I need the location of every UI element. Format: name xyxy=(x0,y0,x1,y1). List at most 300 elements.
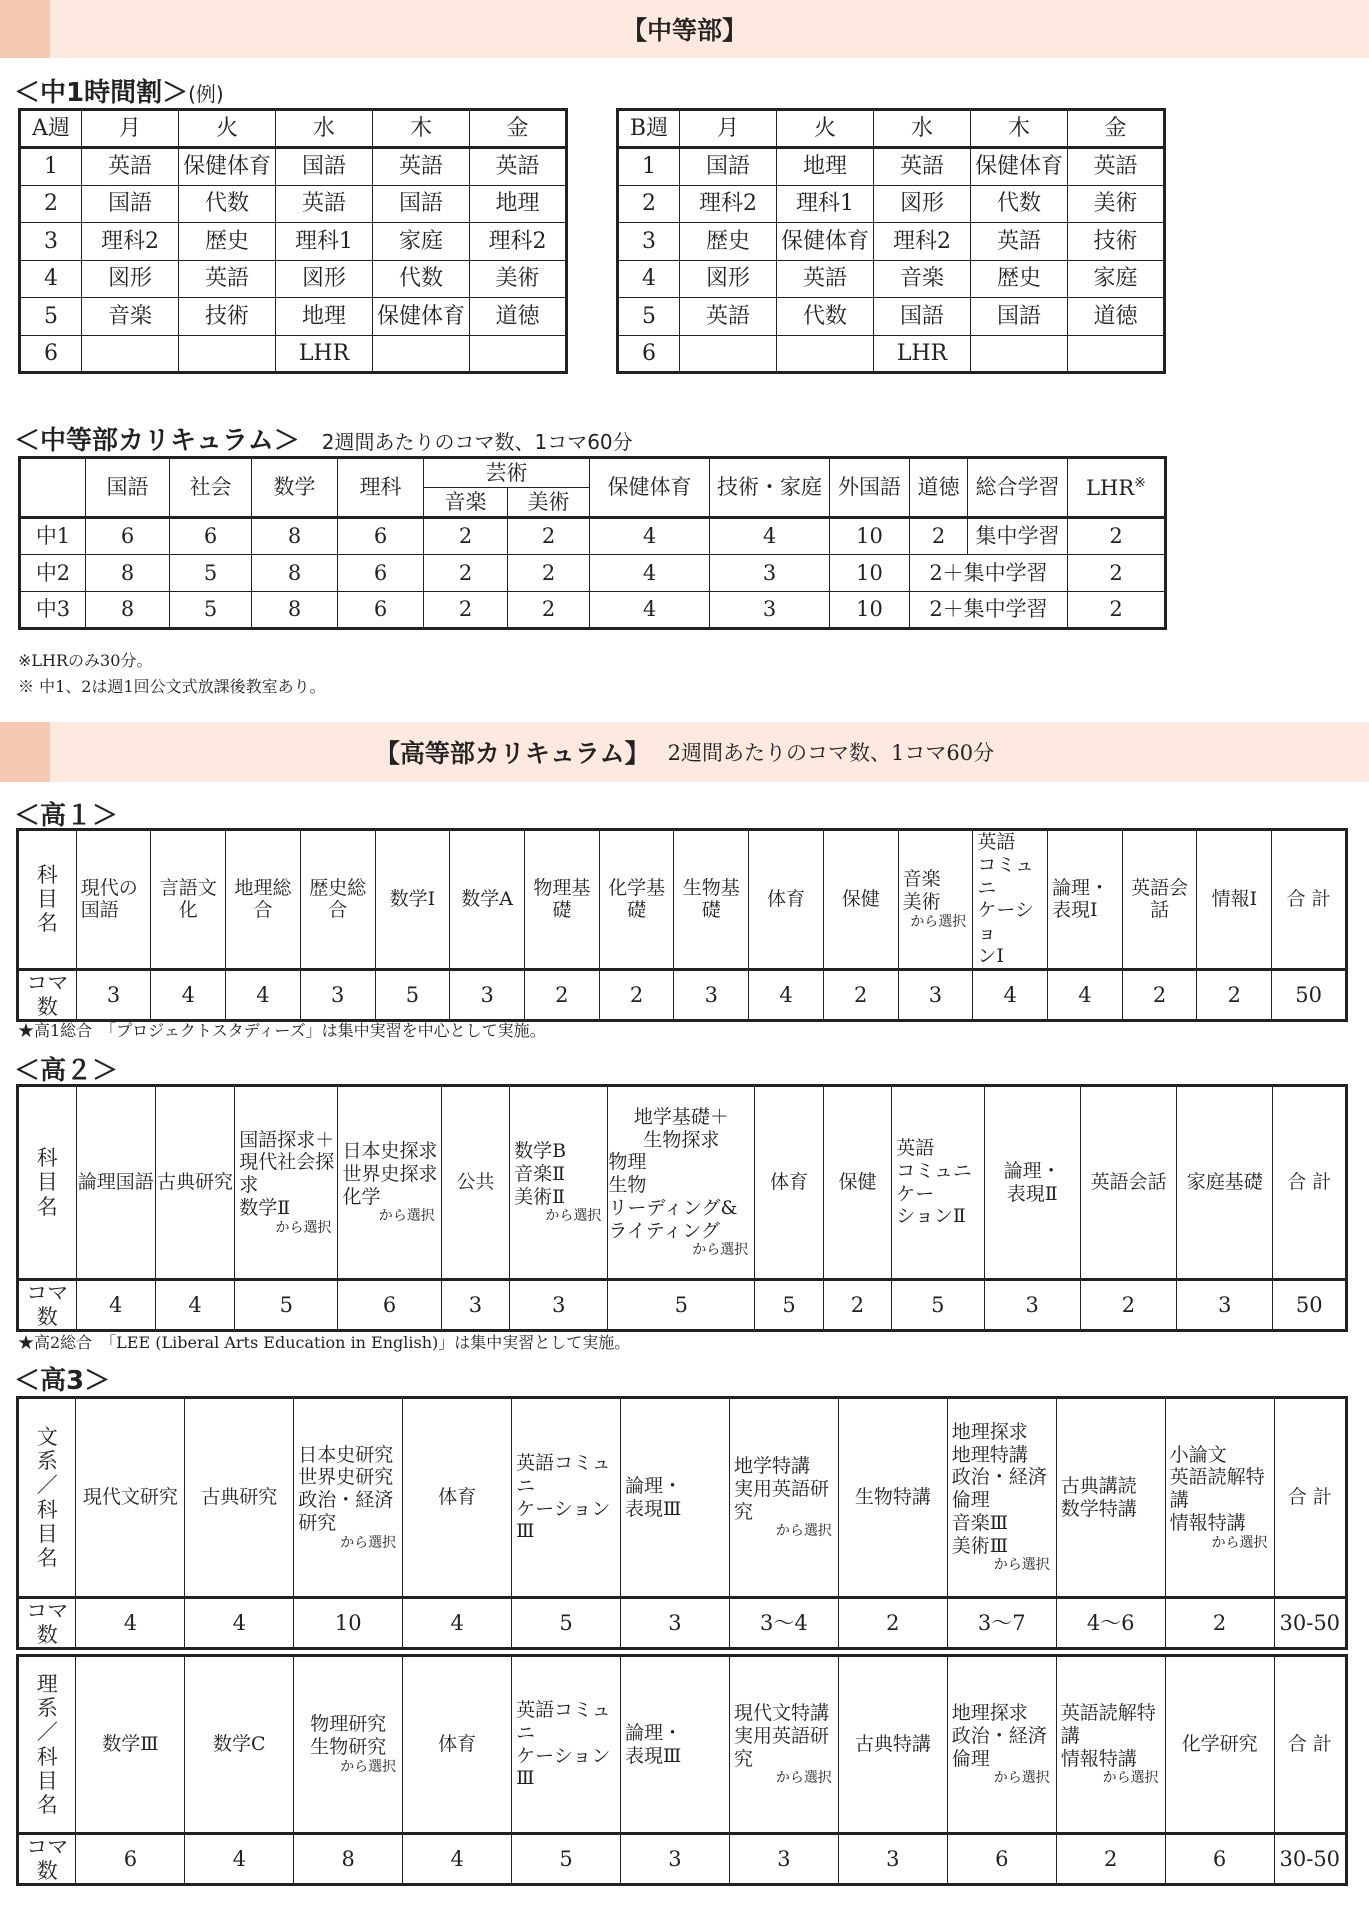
table-cell: 代数 xyxy=(777,298,874,336)
subject-text: 情報Ⅰ xyxy=(1211,887,1258,910)
subject-name xyxy=(1122,830,1197,970)
count-value: 3 xyxy=(984,1280,1080,1331)
corner-cell xyxy=(20,458,86,518)
table-cell: 理科1 xyxy=(276,223,373,261)
table-row xyxy=(20,298,567,336)
subject-name xyxy=(151,830,226,970)
subject-text: 数学Ⅰ xyxy=(389,887,436,910)
subject-name xyxy=(510,1086,608,1280)
count-value: 2 xyxy=(1056,1834,1165,1885)
column-header: 月 xyxy=(680,110,777,148)
column-header: 水 xyxy=(276,110,373,148)
count-value: 5 xyxy=(235,1280,338,1331)
subject-name xyxy=(1048,830,1123,970)
choice-note: から選択 xyxy=(340,1758,397,1775)
subject-name xyxy=(755,1086,823,1280)
high-school-title: 【高等部カリキュラム】 xyxy=(374,739,650,768)
header-gijutsu-katei: 技術・家庭 xyxy=(710,458,830,518)
subject-name xyxy=(512,1398,621,1598)
count-value: 4 xyxy=(155,1280,234,1331)
table-cell: 国語 xyxy=(874,298,971,336)
subject-name xyxy=(403,1398,512,1598)
table-cell: 保健体育 xyxy=(777,223,874,261)
a-week-timetable xyxy=(18,108,568,374)
choice-note: から選択 xyxy=(910,913,967,930)
table-cell: 英語 xyxy=(179,260,276,298)
table-cell: 歴史 xyxy=(971,260,1068,298)
subject-text: 英語コミュニ ケーションⅢ xyxy=(516,1698,611,1790)
count-value: 3 xyxy=(621,1834,730,1885)
choice-note: から選択 xyxy=(775,1770,832,1787)
subject-text: 体育 xyxy=(438,1733,477,1756)
subject-name xyxy=(76,1398,185,1598)
subject-name xyxy=(838,1398,947,1598)
h2-note: ★高2総合 「LEE (Liberal Arts Education in English)」は集中実習として実施。 xyxy=(18,1333,631,1352)
table-cell: 代数 xyxy=(971,185,1068,223)
table-row: 中1 6 6 8 6 2 2 4 4 10 2 集中学習 2 xyxy=(20,518,1166,555)
count-value: 6 xyxy=(947,1834,1056,1885)
count-value: 5 xyxy=(755,1280,823,1331)
subject-text: 古典講読 数学特講 xyxy=(1060,1474,1137,1520)
table-cell: 理科2 xyxy=(680,185,777,223)
table-header-row xyxy=(20,110,567,148)
subject-name xyxy=(1274,1656,1346,1834)
count-value: 30-50 xyxy=(1274,1598,1346,1649)
middle-school-banner xyxy=(0,0,1369,58)
choice-note: から選択 xyxy=(1211,1534,1268,1551)
table-cell: 美術 xyxy=(470,260,567,298)
table-cell: 地理 xyxy=(276,298,373,336)
header-kokugo: 国語 xyxy=(86,458,170,518)
subject-text: 物理基礎 xyxy=(533,876,591,922)
table-row xyxy=(20,260,567,298)
subject-text: 合 計 xyxy=(1286,887,1331,910)
header-dotoku: 道徳 xyxy=(910,458,968,518)
subject-name xyxy=(155,1086,234,1280)
subject-name xyxy=(1165,1656,1274,1834)
subject-text: 化学研究 xyxy=(1181,1733,1258,1756)
table-cell: 英語 xyxy=(470,148,567,186)
subject-name xyxy=(525,830,600,970)
table-cell xyxy=(777,335,874,373)
table-cell: 技術 xyxy=(1068,223,1165,261)
count-value: 8 xyxy=(294,1834,403,1885)
choice-note: から選択 xyxy=(378,1208,435,1225)
table-cell: 保健体育 xyxy=(373,298,470,336)
count-value: 2 xyxy=(838,1598,947,1649)
subject-text: 論理・ 表現Ⅲ xyxy=(625,1474,683,1520)
subject-text: 地理探求 地理特講 政治・経済 倫理 音楽Ⅲ 美術Ⅲ xyxy=(951,1420,1047,1557)
table-cell: 家庭 xyxy=(1068,260,1165,298)
subject-row xyxy=(18,830,1347,970)
count-value: 3 xyxy=(838,1834,947,1885)
header-rika: 理科 xyxy=(338,458,424,518)
subject-name xyxy=(185,1398,294,1598)
column-header: A週 xyxy=(20,110,82,148)
column-header: 木 xyxy=(373,110,470,148)
subject-text: 言語文化 xyxy=(159,876,217,922)
subject-text: 論理国語 xyxy=(77,1171,154,1194)
subject-text: 生物特講 xyxy=(854,1486,931,1509)
subject-name xyxy=(1274,1398,1346,1598)
h1-note: ★高1総合 「プロジェクトスタディーズ」は集中実習を中心として実施。 xyxy=(18,1021,546,1040)
count-value: 4 xyxy=(973,969,1048,1020)
middle-school-title: 【中等部】 xyxy=(621,16,747,45)
subject-text: 論理・ 表現Ⅰ xyxy=(1052,876,1110,922)
subject-text: 英語コミュニ ケーションⅢ xyxy=(516,1451,611,1543)
subject-text: 合 計 xyxy=(1287,1486,1332,1509)
count-value: 3 xyxy=(1177,1280,1273,1331)
header-geijutsu: 芸術 xyxy=(424,458,590,488)
subject-text: 小論文 英語読解特講 情報特講 xyxy=(1169,1443,1265,1534)
count-value: 5 xyxy=(608,1280,755,1331)
table-cell xyxy=(680,335,777,373)
count-row xyxy=(18,1834,1347,1885)
count-value: 3 xyxy=(76,969,151,1020)
subject-text: 体育 xyxy=(438,1486,477,1509)
subject-text: 地理総合 xyxy=(234,876,292,922)
subject-name xyxy=(599,830,674,970)
count-row xyxy=(18,1598,1347,1649)
subject-text: 現代文研究 xyxy=(82,1486,178,1509)
subject-name xyxy=(226,830,301,970)
h1-curriculum-table xyxy=(16,828,1348,1022)
count-value: 2 xyxy=(599,969,674,1020)
subject-name xyxy=(76,830,151,970)
header-sugaku: 数学 xyxy=(252,458,338,518)
table-cell: 国語 xyxy=(276,148,373,186)
table-row: 中2 8 5 8 6 2 2 4 3 10 2＋集中学習 2 xyxy=(20,555,1166,592)
count-row xyxy=(18,969,1347,1020)
header-bijutsu: 美術 xyxy=(508,488,590,518)
subject-text: 物理研究 生物研究 xyxy=(310,1713,387,1759)
row-label: 理 系 ／ 科 目 名 xyxy=(18,1656,76,1834)
table-cell: 図形 xyxy=(874,185,971,223)
subject-name xyxy=(729,1398,838,1598)
subject-text: 数学A xyxy=(461,887,513,910)
count-value: 2 xyxy=(823,1280,891,1331)
table-row xyxy=(20,148,567,186)
subject-row xyxy=(18,1656,1347,1834)
subject-text: 化学基礎 xyxy=(608,876,666,922)
subject-text: 地理探求 政治・経済 倫理 xyxy=(951,1701,1047,1770)
count-label: コマ数 xyxy=(18,1280,77,1331)
table-cell xyxy=(971,335,1068,373)
table-cell xyxy=(179,335,276,373)
subject-name xyxy=(235,1086,338,1280)
table-cell: 保健体育 xyxy=(179,148,276,186)
choice-note: から選択 xyxy=(692,1242,749,1259)
subject-name xyxy=(1273,1086,1347,1280)
subject-name xyxy=(512,1656,621,1834)
header-hoken-taiiku: 保健体育 xyxy=(590,458,710,518)
table-cell: LHR xyxy=(276,335,373,373)
table-row xyxy=(618,335,1165,373)
subject-text: 生物基礎 xyxy=(682,876,740,922)
subject-name xyxy=(621,1398,730,1598)
high-school-subtitle: 2週間あたりのコマ数、1コマ60分 xyxy=(667,741,995,765)
subject-text: 古典研究 xyxy=(157,1171,234,1194)
subject-row xyxy=(18,1398,1347,1598)
subject-name xyxy=(338,1086,441,1280)
count-value: 3〜7 xyxy=(947,1598,1056,1649)
period-number: 2 xyxy=(618,185,680,223)
choice-note: から選択 xyxy=(275,1219,332,1236)
h3-rikei-table xyxy=(16,1654,1348,1886)
table-row xyxy=(618,185,1165,223)
table-cell: LHR xyxy=(874,335,971,373)
table-row xyxy=(618,223,1165,261)
count-value: 5 xyxy=(512,1598,621,1649)
table-cell: 美術 xyxy=(1068,185,1165,223)
subject-text: 日本史研究 世界史研究 政治・経済 研究 xyxy=(298,1443,394,1534)
subject-name xyxy=(375,830,450,970)
period-number: 5 xyxy=(618,298,680,336)
table-cell: 歴史 xyxy=(680,223,777,261)
table-cell: 英語 xyxy=(680,298,777,336)
count-value: 3 xyxy=(898,969,973,1020)
choice-note: から選択 xyxy=(775,1523,832,1540)
table-cell: 理科2 xyxy=(470,223,567,261)
count-value: 3 xyxy=(674,969,749,1020)
choice-note: から選択 xyxy=(993,1557,1050,1574)
table-header-row xyxy=(618,110,1165,148)
count-value: 4 xyxy=(403,1598,512,1649)
choice-note: から選択 xyxy=(340,1534,397,1551)
table-cell: 英語 xyxy=(276,185,373,223)
count-value: 2 xyxy=(1080,1280,1176,1331)
period-number: 1 xyxy=(20,148,82,186)
table-cell: 国語 xyxy=(971,298,1068,336)
count-value: 4 xyxy=(403,1834,512,1885)
subject-text: 地学特講 実用英語研究 xyxy=(733,1454,829,1523)
h3-bunkei-table xyxy=(16,1396,1348,1650)
header-ongaku: 音楽 xyxy=(424,488,508,518)
subject-text: 数学C xyxy=(213,1733,266,1756)
count-value: 2 xyxy=(1122,969,1197,1020)
choice-note: から選択 xyxy=(1102,1770,1159,1787)
column-header: 金 xyxy=(470,110,567,148)
table-cell: 音楽 xyxy=(82,298,179,336)
subject-text: 英語 コミュニケー ションⅡ xyxy=(896,1136,972,1228)
count-value: 3 xyxy=(510,1280,608,1331)
subject-name xyxy=(838,1656,947,1834)
subject-name xyxy=(674,830,749,970)
subject-group: 地学基礎＋ 生物探求 xyxy=(633,1105,729,1151)
count-value: 3 xyxy=(729,1834,838,1885)
subject-name xyxy=(621,1656,730,1834)
h2-curriculum-table xyxy=(16,1084,1348,1332)
count-value: 6 xyxy=(338,1280,441,1331)
subject-name xyxy=(294,1398,403,1598)
choice-note: から選択 xyxy=(545,1208,602,1225)
subject-name xyxy=(947,1398,1056,1598)
table-cell: 地理 xyxy=(470,185,567,223)
header-lhr: LHR※ xyxy=(1068,458,1166,518)
table-cell: 技術 xyxy=(179,298,276,336)
subject-text: 保健 xyxy=(841,887,880,910)
count-value: 5 xyxy=(512,1834,621,1885)
table-cell: 代数 xyxy=(179,185,276,223)
count-value: 2 xyxy=(823,969,898,1020)
subject-name xyxy=(1165,1398,1274,1598)
period-number: 5 xyxy=(20,298,82,336)
table-cell: 国語 xyxy=(680,148,777,186)
subject-name xyxy=(76,1086,155,1280)
table-cell: 図形 xyxy=(276,260,373,298)
h3-heading: ＜高3＞ xyxy=(14,1366,111,1396)
count-value: 2 xyxy=(525,969,600,1020)
count-value: 50 xyxy=(1273,1280,1347,1331)
subject-text: 現代文特講 実用英語研究 xyxy=(733,1701,829,1770)
count-label: コマ数 xyxy=(18,1598,76,1649)
table-row xyxy=(20,223,567,261)
table-cell: 道徳 xyxy=(1068,298,1165,336)
middle-curriculum-subtitle: 2週間あたりのコマ数、1コマ60分 xyxy=(321,430,633,454)
header-gaikokugo: 外国語 xyxy=(830,458,910,518)
subject-name xyxy=(823,830,898,970)
middle-curriculum-table xyxy=(18,456,1167,630)
column-header: 金 xyxy=(1068,110,1165,148)
table-cell: 道徳 xyxy=(470,298,567,336)
table-cell: 英語 xyxy=(777,260,874,298)
column-header: 火 xyxy=(179,110,276,148)
count-value: 5 xyxy=(892,1280,984,1331)
count-value: 4 xyxy=(185,1834,294,1885)
timetable-heading: ＜中1時間割＞(例) xyxy=(14,78,224,108)
subject-name xyxy=(76,1656,185,1834)
header-sogo-gakushu: 総合学習 xyxy=(968,458,1068,518)
header-shakai: 社会 xyxy=(170,458,252,518)
subject-name xyxy=(729,1656,838,1834)
table-cell: 英語 xyxy=(82,148,179,186)
table-row xyxy=(20,185,567,223)
subject-text: 数学B 音楽Ⅱ 美術Ⅱ xyxy=(514,1139,567,1208)
table-cell: 理科2 xyxy=(874,223,971,261)
count-label: コマ数 xyxy=(18,1834,76,1885)
table-cell: 保健体育 xyxy=(971,148,1068,186)
count-value: 6 xyxy=(76,1834,185,1885)
subject-name xyxy=(450,830,525,970)
period-number: 6 xyxy=(20,335,82,373)
count-value: 4 xyxy=(76,1280,155,1331)
subject-text: 体育 xyxy=(767,887,806,910)
subject-text: 体育 xyxy=(770,1171,809,1194)
subject-name xyxy=(608,1086,755,1280)
column-header: 月 xyxy=(82,110,179,148)
subject-text: 論理・ 表現Ⅲ xyxy=(625,1721,683,1767)
count-value: 4〜6 xyxy=(1056,1598,1165,1649)
subject-text: 数学Ⅲ xyxy=(102,1733,159,1756)
subject-name xyxy=(947,1656,1056,1834)
period-number: 4 xyxy=(618,260,680,298)
subject-text: 英語 コミュニ ケーショ ンⅠ xyxy=(977,831,1034,967)
middle-note-1: ※LHRのみ30分。 xyxy=(18,651,153,670)
table-cell xyxy=(82,335,179,373)
subject-text: 家庭基礎 xyxy=(1186,1171,1263,1194)
lhr-note-mark: ※ xyxy=(1134,474,1146,491)
h2-heading: ＜高２＞ xyxy=(14,1056,119,1086)
timetable-example-note: (例) xyxy=(188,82,224,106)
subject-text: 合 計 xyxy=(1287,1733,1332,1756)
choice-note: から選択 xyxy=(993,1770,1050,1787)
high-school-banner xyxy=(0,722,1369,782)
count-row xyxy=(18,1280,1347,1331)
table-cell: 国語 xyxy=(373,185,470,223)
table-cell: 理科2 xyxy=(82,223,179,261)
subject-name xyxy=(1272,830,1347,970)
subject-text: 英語読解特講 情報特講 xyxy=(1060,1701,1156,1770)
count-value: 30-50 xyxy=(1274,1834,1346,1885)
subject-text: 英語会話 xyxy=(1131,876,1189,922)
subject-name xyxy=(749,830,824,970)
count-value: 4 xyxy=(749,969,824,1020)
table-cell: 英語 xyxy=(373,148,470,186)
subject-name xyxy=(1177,1086,1273,1280)
table-cell: 地理 xyxy=(777,148,874,186)
subject-name xyxy=(973,830,1048,970)
count-value: 4 xyxy=(1048,969,1123,1020)
count-value: 4 xyxy=(76,1598,185,1649)
table-cell: 英語 xyxy=(1068,148,1165,186)
b-week-timetable xyxy=(616,108,1166,374)
table-cell: 家庭 xyxy=(373,223,470,261)
subject-name xyxy=(898,830,973,970)
row-label: 文 系 ／ 科 目 名 xyxy=(18,1398,76,1598)
count-value: 3 xyxy=(621,1598,730,1649)
period-number: 4 xyxy=(20,260,82,298)
table-cell xyxy=(470,335,567,373)
subject-name xyxy=(185,1656,294,1834)
table-row xyxy=(20,335,567,373)
table-cell: 図形 xyxy=(82,260,179,298)
subject-name xyxy=(1080,1086,1176,1280)
column-header: 木 xyxy=(971,110,1068,148)
table-row xyxy=(618,148,1165,186)
table-row: 中3 8 5 8 6 2 2 4 3 10 2＋集中学習 2 xyxy=(20,592,1166,629)
subject-text: 英語会話 xyxy=(1090,1171,1167,1194)
subject-name xyxy=(441,1086,509,1280)
row-label: 科 目 名 xyxy=(18,830,77,970)
count-value: 4 xyxy=(185,1598,294,1649)
table-cell: 図形 xyxy=(680,260,777,298)
count-value: 2 xyxy=(1197,969,1272,1020)
count-value: 50 xyxy=(1272,969,1347,1020)
table-row xyxy=(618,260,1165,298)
subject-text: 合 計 xyxy=(1287,1171,1332,1194)
period-number: 6 xyxy=(618,335,680,373)
table-cell: 英語 xyxy=(971,223,1068,261)
subject-text: 現代の 国語 xyxy=(80,876,138,922)
table-cell: 理科1 xyxy=(777,185,874,223)
column-header: B週 xyxy=(618,110,680,148)
subject-name xyxy=(823,1086,891,1280)
middle-curriculum-heading: ＜中等部カリキュラム＞ 2週間あたりのコマ数、1コマ60分 xyxy=(14,426,633,456)
table-cell: 歴史 xyxy=(179,223,276,261)
table-cell: 英語 xyxy=(874,148,971,186)
count-value: 5 xyxy=(375,969,450,1020)
subject-text: 音楽 美術 xyxy=(902,868,941,913)
subject-text: 歴史総合 xyxy=(309,876,367,922)
subject-text: 日本史探求 世界史探求 化学 xyxy=(342,1139,438,1208)
table-cell xyxy=(373,335,470,373)
subject-text: 保健 xyxy=(838,1171,877,1194)
count-value: 10 xyxy=(294,1598,403,1649)
count-value: 3 xyxy=(441,1280,509,1331)
count-value: 3 xyxy=(300,969,375,1020)
subject-text: 公共 xyxy=(456,1171,495,1194)
period-number: 1 xyxy=(618,148,680,186)
